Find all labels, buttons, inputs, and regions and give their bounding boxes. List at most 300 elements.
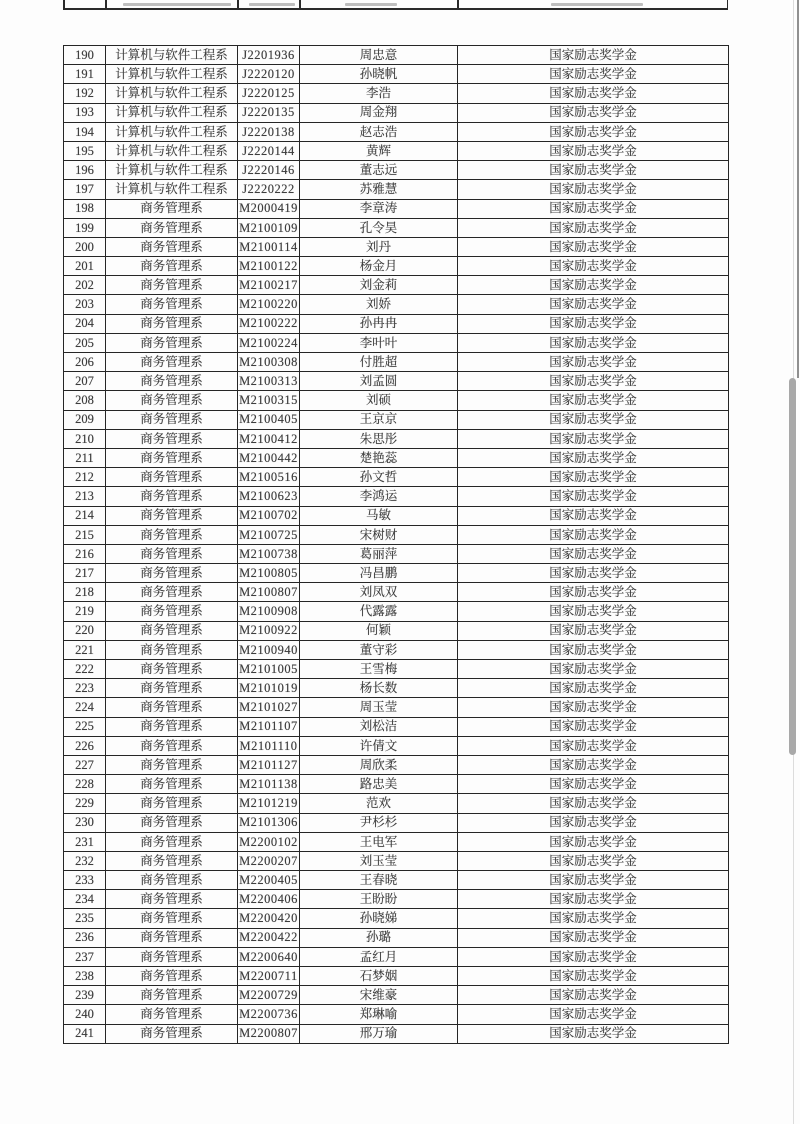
table-row — [64, 602, 729, 621]
cell-index: 204 — [64, 314, 106, 333]
table-row — [64, 564, 729, 583]
remnant-text-smudge — [345, 3, 397, 6]
table-row — [64, 679, 729, 698]
cell-name: 苏雅慧 — [300, 180, 458, 199]
cell-award: 国家励志奖学金 — [458, 199, 729, 218]
cell-name: 王春晓 — [300, 871, 458, 890]
cell-student-id: M2200420 — [238, 909, 300, 928]
table-row — [64, 410, 729, 429]
cell-student-id: M2100725 — [238, 525, 300, 544]
cell-award: 国家励志奖学金 — [458, 698, 729, 717]
remnant-border — [457, 0, 459, 8]
cell-index: 194 — [64, 122, 106, 141]
cell-index: 233 — [64, 871, 106, 890]
cell-department: 商务管理系 — [106, 429, 238, 448]
previous-row-remnant — [63, 0, 728, 11]
cell-index: 240 — [64, 1005, 106, 1024]
cell-index: 200 — [64, 237, 106, 256]
cell-student-id: M2200807 — [238, 1024, 300, 1043]
cell-department: 商务管理系 — [106, 851, 238, 870]
remnant-border — [237, 0, 239, 8]
cell-award: 国家励志奖学金 — [458, 276, 729, 295]
cell-student-id: M2200711 — [238, 967, 300, 986]
cell-student-id: M2100224 — [238, 333, 300, 352]
cell-student-id: M2100940 — [238, 640, 300, 659]
cell-student-id: M2100516 — [238, 468, 300, 487]
cell-award: 国家励志奖学金 — [458, 122, 729, 141]
cell-award: 国家励志奖学金 — [458, 928, 729, 947]
cell-index: 206 — [64, 353, 106, 372]
cell-index: 241 — [64, 1024, 106, 1043]
cell-index: 225 — [64, 717, 106, 736]
cell-department: 商务管理系 — [106, 487, 238, 506]
table-row — [64, 468, 729, 487]
cell-department: 商务管理系 — [106, 391, 238, 410]
cell-name: 路忠美 — [300, 775, 458, 794]
cell-department: 商务管理系 — [106, 583, 238, 602]
cell-award: 国家励志奖学金 — [458, 679, 729, 698]
cell-department: 商务管理系 — [106, 755, 238, 774]
cell-index: 229 — [64, 794, 106, 813]
cell-name: 孙冉冉 — [300, 314, 458, 333]
table-row — [64, 448, 729, 467]
table-row — [64, 141, 729, 160]
cell-award: 国家励志奖学金 — [458, 1005, 729, 1024]
cell-name: 李鸿运 — [300, 487, 458, 506]
table-row — [64, 660, 729, 679]
cell-award: 国家励志奖学金 — [458, 967, 729, 986]
cell-award: 国家励志奖学金 — [458, 583, 729, 602]
cell-index: 222 — [64, 660, 106, 679]
cell-award: 国家励志奖学金 — [458, 564, 729, 583]
cell-student-id: M2100702 — [238, 506, 300, 525]
cell-department: 商务管理系 — [106, 736, 238, 755]
cell-index: 227 — [64, 755, 106, 774]
cell-index: 215 — [64, 525, 106, 544]
cell-award: 国家励志奖学金 — [458, 890, 729, 909]
cell-student-id: M2101306 — [238, 813, 300, 832]
cell-name: 朱思彤 — [300, 429, 458, 448]
cell-name: 范欢 — [300, 794, 458, 813]
cell-name: 董守彩 — [300, 640, 458, 659]
table-row — [64, 199, 729, 218]
cell-student-id: M2100412 — [238, 429, 300, 448]
cell-index: 230 — [64, 813, 106, 832]
cell-department: 商务管理系 — [106, 372, 238, 391]
table-row — [64, 295, 729, 314]
cell-department: 计算机与软件工程系 — [106, 161, 238, 180]
cell-award: 国家励志奖学金 — [458, 487, 729, 506]
cell-index: 235 — [64, 909, 106, 928]
cell-student-id: M2200729 — [238, 986, 300, 1005]
cell-name: 葛丽萍 — [300, 544, 458, 563]
cell-award: 国家励志奖学金 — [458, 909, 729, 928]
cell-index: 201 — [64, 257, 106, 276]
cell-name: 代露露 — [300, 602, 458, 621]
cell-department: 商务管理系 — [106, 621, 238, 640]
cell-student-id: M2100114 — [238, 237, 300, 256]
cell-student-id: J2220135 — [238, 103, 300, 122]
cell-department: 商务管理系 — [106, 871, 238, 890]
cell-index: 208 — [64, 391, 106, 410]
cell-award: 国家励志奖学金 — [458, 544, 729, 563]
cell-index: 192 — [64, 84, 106, 103]
remnant-text-smudge — [551, 3, 643, 6]
cell-index: 238 — [64, 967, 106, 986]
cell-index: 237 — [64, 947, 106, 966]
cell-index: 214 — [64, 506, 106, 525]
cell-department: 商务管理系 — [106, 698, 238, 717]
cell-department: 商务管理系 — [106, 199, 238, 218]
cell-name: 刘玉莹 — [300, 851, 458, 870]
cell-award: 国家励志奖学金 — [458, 813, 729, 832]
cell-index: 218 — [64, 583, 106, 602]
cell-award: 国家励志奖学金 — [458, 218, 729, 237]
cell-department: 商务管理系 — [106, 832, 238, 851]
remnant-border — [299, 0, 301, 8]
remnant-bottom-border — [63, 8, 728, 10]
cell-student-id: M2200640 — [238, 947, 300, 966]
cell-department: 商务管理系 — [106, 775, 238, 794]
cell-department: 计算机与软件工程系 — [106, 46, 238, 65]
table-row — [64, 218, 729, 237]
cell-index: 203 — [64, 295, 106, 314]
cell-department: 商务管理系 — [106, 640, 238, 659]
cell-department: 商务管理系 — [106, 660, 238, 679]
cell-department: 计算机与软件工程系 — [106, 103, 238, 122]
cell-name: 周玉莹 — [300, 698, 458, 717]
table-row — [64, 65, 729, 84]
cell-department: 商务管理系 — [106, 602, 238, 621]
cell-award: 国家励志奖学金 — [458, 506, 729, 525]
table-row — [64, 851, 729, 870]
cell-index: 221 — [64, 640, 106, 659]
cell-name: 邢万瑜 — [300, 1024, 458, 1043]
cell-department: 计算机与软件工程系 — [106, 141, 238, 160]
table-row — [64, 698, 729, 717]
table-row — [64, 813, 729, 832]
cell-department: 商务管理系 — [106, 717, 238, 736]
cell-award: 国家励志奖学金 — [458, 180, 729, 199]
cell-name: 何颖 — [300, 621, 458, 640]
cell-department: 商务管理系 — [106, 679, 238, 698]
cell-student-id: M2100922 — [238, 621, 300, 640]
cell-student-id: M2200736 — [238, 1005, 300, 1024]
cell-student-id: M2000419 — [238, 199, 300, 218]
cell-award: 国家励志奖学金 — [458, 947, 729, 966]
cell-student-id: M2200102 — [238, 832, 300, 851]
cell-award: 国家励志奖学金 — [458, 660, 729, 679]
cell-index: 207 — [64, 372, 106, 391]
cell-student-id: J2220222 — [238, 180, 300, 199]
cell-award: 国家励志奖学金 — [458, 372, 729, 391]
cell-name: 孙晓娣 — [300, 909, 458, 928]
cell-name: 孙璐 — [300, 928, 458, 947]
cell-name: 李叶叶 — [300, 333, 458, 352]
cell-award: 国家励志奖学金 — [458, 333, 729, 352]
table-row — [64, 640, 729, 659]
cell-department: 商务管理系 — [106, 506, 238, 525]
remnant-text-smudge — [123, 3, 231, 6]
table-row — [64, 583, 729, 602]
cell-award: 国家励志奖学金 — [458, 794, 729, 813]
cell-index: 224 — [64, 698, 106, 717]
cell-name: 刘娇 — [300, 295, 458, 314]
table-row — [64, 967, 729, 986]
cell-department: 商务管理系 — [106, 890, 238, 909]
cell-department: 商务管理系 — [106, 448, 238, 467]
cell-student-id: M2100308 — [238, 353, 300, 372]
cell-department: 商务管理系 — [106, 1005, 238, 1024]
remnant-border — [63, 0, 65, 8]
table-row — [64, 890, 729, 909]
scholarship-table-body — [64, 46, 729, 1044]
cell-name: 孙文哲 — [300, 468, 458, 487]
cell-student-id: M2100315 — [238, 391, 300, 410]
table-row — [64, 237, 729, 256]
cell-department: 商务管理系 — [106, 947, 238, 966]
table-row — [64, 736, 729, 755]
cell-student-id: M2200406 — [238, 890, 300, 909]
cell-department: 商务管理系 — [106, 410, 238, 429]
table-row — [64, 84, 729, 103]
cell-award: 国家励志奖学金 — [458, 257, 729, 276]
cell-student-id: M2101110 — [238, 736, 300, 755]
cell-name: 周忠意 — [300, 46, 458, 65]
remnant-border — [105, 0, 107, 8]
cell-department: 商务管理系 — [106, 1024, 238, 1043]
cell-award: 国家励志奖学金 — [458, 717, 729, 736]
cell-student-id: M2100442 — [238, 448, 300, 467]
table-row — [64, 506, 729, 525]
cell-award: 国家励志奖学金 — [458, 525, 729, 544]
cell-name: 宋维豪 — [300, 986, 458, 1005]
cell-student-id: M2100623 — [238, 487, 300, 506]
cell-department: 计算机与软件工程系 — [106, 84, 238, 103]
cell-name: 王京京 — [300, 410, 458, 429]
cell-index: 219 — [64, 602, 106, 621]
scrollbar-top-line — [797, 0, 799, 378]
cell-index: 191 — [64, 65, 106, 84]
cell-index: 217 — [64, 564, 106, 583]
table-row — [64, 755, 729, 774]
cell-department: 商务管理系 — [106, 276, 238, 295]
cell-index: 190 — [64, 46, 106, 65]
cell-department: 商务管理系 — [106, 544, 238, 563]
cell-student-id: J2201936 — [238, 46, 300, 65]
cell-student-id: M2100805 — [238, 564, 300, 583]
cell-name: 刘松洁 — [300, 717, 458, 736]
cell-student-id: M2200405 — [238, 871, 300, 890]
cell-name: 许倩文 — [300, 736, 458, 755]
cell-department: 计算机与软件工程系 — [106, 122, 238, 141]
cell-award: 国家励志奖学金 — [458, 468, 729, 487]
cell-student-id: M2101027 — [238, 698, 300, 717]
cell-index: 226 — [64, 736, 106, 755]
cell-name: 孔令昊 — [300, 218, 458, 237]
cell-name: 周欣柔 — [300, 755, 458, 774]
cell-student-id: M2101127 — [238, 755, 300, 774]
cell-student-id: M2100405 — [238, 410, 300, 429]
cell-student-id: J2220144 — [238, 141, 300, 160]
cell-name: 刘硕 — [300, 391, 458, 410]
scrollbar-thumb[interactable] — [789, 378, 796, 755]
cell-award: 国家励志奖学金 — [458, 602, 729, 621]
table-row — [64, 986, 729, 1005]
table-row — [64, 794, 729, 813]
table-row — [64, 1024, 729, 1043]
cell-student-id: M2100109 — [238, 218, 300, 237]
cell-index: 213 — [64, 487, 106, 506]
cell-award: 国家励志奖学金 — [458, 429, 729, 448]
cell-index: 223 — [64, 679, 106, 698]
cell-name: 刘丹 — [300, 237, 458, 256]
cell-name: 付胜超 — [300, 353, 458, 372]
cell-award: 国家励志奖学金 — [458, 832, 729, 851]
cell-award: 国家励志奖学金 — [458, 448, 729, 467]
cell-index: 234 — [64, 890, 106, 909]
table-row — [64, 429, 729, 448]
cell-award: 国家励志奖学金 — [458, 353, 729, 372]
cell-department: 商务管理系 — [106, 295, 238, 314]
cell-name: 王电军 — [300, 832, 458, 851]
table-row — [64, 180, 729, 199]
cell-name: 马敏 — [300, 506, 458, 525]
table-row — [64, 276, 729, 295]
cell-award: 国家励志奖学金 — [458, 851, 729, 870]
cell-award: 国家励志奖学金 — [458, 755, 729, 774]
cell-award: 国家励志奖学金 — [458, 295, 729, 314]
cell-department: 商务管理系 — [106, 468, 238, 487]
remnant-border — [727, 0, 729, 8]
cell-award: 国家励志奖学金 — [458, 65, 729, 84]
cell-index: 228 — [64, 775, 106, 794]
cell-award: 国家励志奖学金 — [458, 775, 729, 794]
cell-award: 国家励志奖学金 — [458, 46, 729, 65]
cell-department: 商务管理系 — [106, 813, 238, 832]
cell-award: 国家励志奖学金 — [458, 986, 729, 1005]
cell-student-id: J2220146 — [238, 161, 300, 180]
cell-department: 商务管理系 — [106, 967, 238, 986]
cell-index: 216 — [64, 544, 106, 563]
cell-department: 商务管理系 — [106, 237, 238, 256]
table-row — [64, 257, 729, 276]
cell-index: 198 — [64, 199, 106, 218]
cell-index: 211 — [64, 448, 106, 467]
table-row — [64, 46, 729, 65]
table-row — [64, 928, 729, 947]
cell-student-id: M2200207 — [238, 851, 300, 870]
table-row — [64, 314, 729, 333]
cell-name: 王盼盼 — [300, 890, 458, 909]
cell-name: 冯昌鹏 — [300, 564, 458, 583]
cell-name: 刘金莉 — [300, 276, 458, 295]
cell-department: 商务管理系 — [106, 909, 238, 928]
cell-index: 205 — [64, 333, 106, 352]
cell-award: 国家励志奖学金 — [458, 141, 729, 160]
cell-name: 李章涛 — [300, 199, 458, 218]
remnant-text-smudge — [249, 3, 295, 6]
cell-student-id: M2100222 — [238, 314, 300, 333]
cell-name: 赵志浩 — [300, 122, 458, 141]
cell-student-id: M2100908 — [238, 602, 300, 621]
cell-student-id: M2101019 — [238, 679, 300, 698]
cell-name: 孟红月 — [300, 947, 458, 966]
cell-student-id: M2101219 — [238, 794, 300, 813]
cell-student-id: J2220120 — [238, 65, 300, 84]
cell-award: 国家励志奖学金 — [458, 1024, 729, 1043]
cell-name: 杨金月 — [300, 257, 458, 276]
table-row — [64, 909, 729, 928]
cell-award: 国家励志奖学金 — [458, 391, 729, 410]
cell-award: 国家励志奖学金 — [458, 640, 729, 659]
cell-index: 196 — [64, 161, 106, 180]
cell-department: 商务管理系 — [106, 257, 238, 276]
cell-index: 202 — [64, 276, 106, 295]
cell-student-id: M2100313 — [238, 372, 300, 391]
cell-student-id: M2100220 — [238, 295, 300, 314]
table-row — [64, 161, 729, 180]
cell-name: 孙晓帆 — [300, 65, 458, 84]
table-row — [64, 391, 729, 410]
cell-student-id: M2200422 — [238, 928, 300, 947]
cell-department: 商务管理系 — [106, 314, 238, 333]
cell-award: 国家励志奖学金 — [458, 237, 729, 256]
cell-department: 商务管理系 — [106, 564, 238, 583]
cell-name: 尹杉杉 — [300, 813, 458, 832]
table-row — [64, 333, 729, 352]
cell-index: 239 — [64, 986, 106, 1005]
scholarship-table — [63, 45, 729, 1044]
cell-student-id: M2101138 — [238, 775, 300, 794]
table-row — [64, 717, 729, 736]
cell-index: 231 — [64, 832, 106, 851]
cell-name: 石梦姻 — [300, 967, 458, 986]
cell-department: 商务管理系 — [106, 333, 238, 352]
cell-department: 计算机与软件工程系 — [106, 180, 238, 199]
cell-name: 刘凤双 — [300, 583, 458, 602]
table-row — [64, 775, 729, 794]
cell-award: 国家励志奖学金 — [458, 621, 729, 640]
table-row — [64, 1005, 729, 1024]
cell-index: 197 — [64, 180, 106, 199]
cell-department: 商务管理系 — [106, 218, 238, 237]
cell-name: 宋树财 — [300, 525, 458, 544]
cell-department: 商务管理系 — [106, 525, 238, 544]
cell-name: 刘孟圆 — [300, 372, 458, 391]
table-row — [64, 832, 729, 851]
table-row — [64, 122, 729, 141]
table-row — [64, 353, 729, 372]
cell-index: 236 — [64, 928, 106, 947]
table-row — [64, 525, 729, 544]
cell-name: 王雪梅 — [300, 660, 458, 679]
table-row — [64, 947, 729, 966]
cell-index: 232 — [64, 851, 106, 870]
table-row — [64, 103, 729, 122]
cell-award: 国家励志奖学金 — [458, 84, 729, 103]
cell-student-id: J2220138 — [238, 122, 300, 141]
cell-index: 220 — [64, 621, 106, 640]
cell-student-id: J2220125 — [238, 84, 300, 103]
table-row — [64, 487, 729, 506]
cell-department: 计算机与软件工程系 — [106, 65, 238, 84]
cell-award: 国家励志奖学金 — [458, 871, 729, 890]
cell-student-id: M2101107 — [238, 717, 300, 736]
cell-student-id: M2101005 — [238, 660, 300, 679]
cell-name: 周金翔 — [300, 103, 458, 122]
cell-index: 210 — [64, 429, 106, 448]
